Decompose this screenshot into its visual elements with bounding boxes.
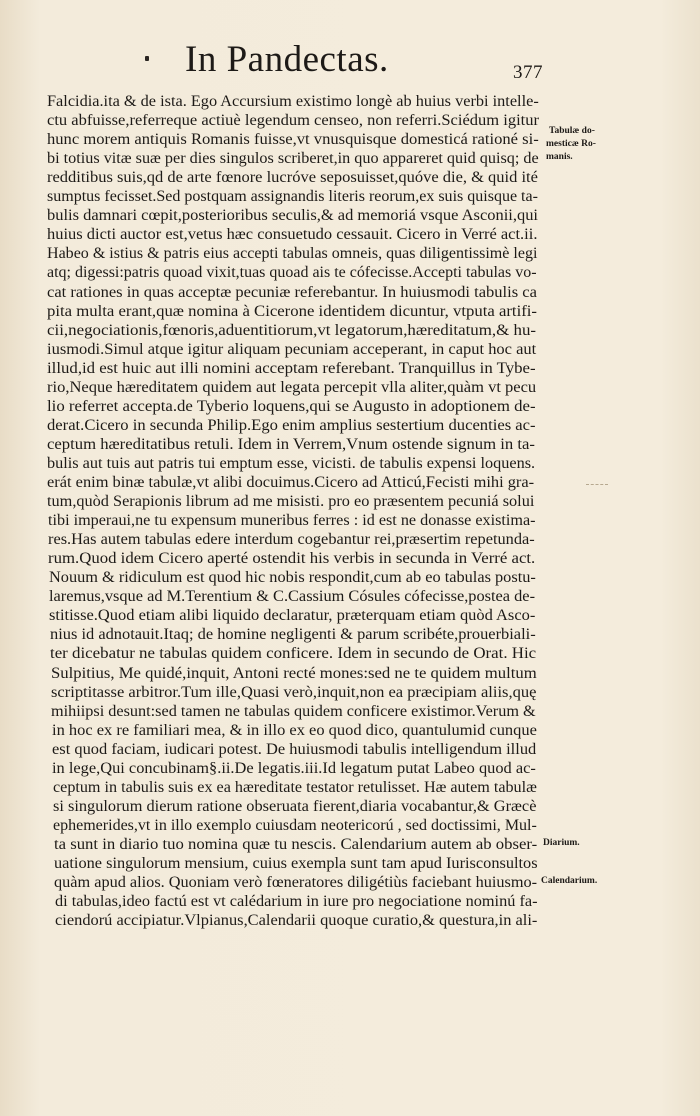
page-number: 377	[513, 62, 543, 83]
text-line: tum,quòd Serapionis librum ad me misisti. pro eo præsentem pecuniá solui	[47, 493, 535, 511]
text-line: sumptus fecisset.Sed postquam assignandis literis reorum,ex suis quisque ta-	[47, 188, 538, 206]
text-line: di tabulas,ideo factú est vt calédarium in iure pro negociatione nominú fa-	[54, 893, 538, 911]
margin-note-diarium: Diarium.	[543, 838, 580, 848]
text-line: stitisse.Quod etiam alibi liquido declaratur, præterquam etiam quòd Asco-	[49, 607, 536, 625]
text-line: ctu abfuisse,referreque actiuè legendum censeo, non referri.Sciédum igitur	[47, 112, 539, 130]
text-line: in hoc ex re familiari mea, & in illo ex eo quod dico, quantulumid cunque	[51, 721, 537, 739]
margin-mark	[586, 484, 608, 486]
text-line: scriptitasse arbitror.Tum ille,Quasi verò,inquit,non ea præcipiam aliis,quę	[50, 683, 537, 701]
text-line: si singulorum dierum ratione obseruata fierent,diaria vocabantur,& Græcè	[52, 797, 537, 815]
text-line: rio,Neque hæreditatem quidem aut legata percepit vlla aliter,quàm vt pecu	[47, 378, 537, 396]
text-line: bulis damnari cœpit,posterioribus seculis,& ad memoriá vsque Asconii,qui	[47, 207, 539, 225]
margin-note-tabulae-line2: mesticæ Ro-	[546, 139, 596, 149]
text-line: in lege,Qui concubinam§.ii.De legatis.iii.Id legatum putat Labeo quod ac-	[52, 759, 537, 777]
text-line: iusmodi.Simul atque igitur aliquam pecuniam acceperant, in caput hoc aut	[47, 340, 537, 358]
text-line: bi totius vitæ suæ per dies singulos scriberet,in quo appareret quid quisq; de	[47, 150, 539, 168]
running-title: In Pandectas.	[185, 39, 389, 80]
text-line: pita multa erant,quæ nomina à Cicerone identidem dicuntur, vtputa artifi-	[47, 302, 538, 320]
text-line: ciendorú accipiatur.Vlpianus,Calendarii quoque curatio,& questura,in ali-	[55, 912, 538, 930]
text-line: rum.Quod idem Cicero aperté ostendit his verbis in secunda in Verré act.	[48, 550, 536, 568]
ornament-dot	[145, 56, 149, 61]
text-line: quàm apud alios. Quoniam verò fœneratores diligétiùs faciebant huiusmo-	[54, 874, 538, 892]
text-line: ephemerides,vt in illo exemplo cuiusdam neotericorú , sed doctissimi, Mul-	[53, 816, 538, 834]
text-line: cii,negociationis,fœnoris,aduentitiorum,vt legatorum,hæreditatum,& hu-	[47, 321, 537, 339]
text-line: est quod faciam, iudicari potest. De huiusmodi tabulis intelligendum illud	[51, 740, 537, 758]
text-line: laremus,vsque ad M.Terentium & C.Cassium Cósules cófecisse,postea de-	[49, 588, 536, 606]
text-line: redditibus suis,qd de arte fœnore lucróve seposuisset,quóve die, & quid ité	[47, 169, 538, 187]
text-line: cat rationes in quas acceptæ pecuniæ referebantur. In huiusmodi tabulis ca	[47, 283, 537, 301]
margin-note-calendarium: Calendarium.	[541, 876, 598, 886]
margin-note-tabulae-line3: manis.	[546, 152, 573, 162]
text-line: erát enim binæ tabulæ,vt alibi docuimus.Cicero ad Atticú,Fecisti mihi gra-	[47, 474, 535, 491]
text-line: res.Has autem tabulas edere interdum cogebantur rei,præsertim repetunda-	[48, 531, 535, 549]
text-line: lio referret accepta.de Tyberio loquens,qui se Augusto in adoptionem de-	[47, 397, 536, 415]
text-line: mihiipsi desunt:sed tamen ne tabulas quidem conficere existimor.Verum &	[51, 702, 536, 720]
text-line: uatione singulorum mensium, cuius exempla sunt tam apud Iurisconsultos	[54, 855, 538, 872]
text-line: illud,id est huic aut illi nomini acceptam referebant. Tranquillus in Tybe-	[47, 359, 536, 377]
text-line: ceptum hæreditatibus retuli. Idem in Verrem,Vnum ostende signum in ta-	[47, 435, 535, 453]
text-line: huius dicti auctor est,vetus hæc consuetudo cessauit. Cicero in Verré act.ii.	[47, 226, 538, 244]
text-line: atq; digessi:patris quoad vixit,tuas quoad ais te cófecisse.Accepti tabulas vo-	[47, 264, 537, 282]
text-line: Nouum & ridiculum est quod hic nobis respondit,cum ab eo tabulas postu-	[48, 569, 536, 587]
text-line: derat.Cicero in secunda Philip.Ego enim amplius sestertium ducenties ac-	[47, 416, 536, 434]
text-line: ta sunt in diario tuo nomina quæ tu nescis. Calendarium autem ab obser-	[53, 835, 537, 853]
text-line: Habeo & istius & patris eius accepti tabulas omneis, quas diligentissimè legi	[47, 245, 538, 263]
text-line: nius id adnotauit.Itaq; de homine negligenti & parum scribéte,prouerbiali-	[49, 626, 536, 644]
text-line: Falcidia.ita & de ista. Ego Accursium existimo longè ab huius verbi intelle-	[47, 93, 539, 110]
text-line: ceptum in tabulis suis ex ea hæreditate testator retulisset. Hæ autem tabulæ	[52, 778, 537, 796]
text-line: Sulpitius, Me quidé,inquit, Antoni recté mones:sed ne te quidem multum	[50, 664, 537, 682]
text-line: tibi imperaui,ne tu expensum muneribus ferres : id est ne donasse existima-	[47, 512, 536, 530]
text-line: hunc morem antiquis Romanis fuisse,vt vnusquisque domesticá rationé si-	[47, 131, 539, 149]
text-line: ter dicebatur ne tabulas quidem conficere. Idem in secundo de Orat. Hic	[50, 645, 537, 663]
margin-note-tabulae-line1: Tabulæ do-	[549, 126, 595, 136]
text-line: bulis aut tuis aut patris tui emptum esse, vicisti. de tabulis expensi loquens.	[47, 454, 536, 472]
